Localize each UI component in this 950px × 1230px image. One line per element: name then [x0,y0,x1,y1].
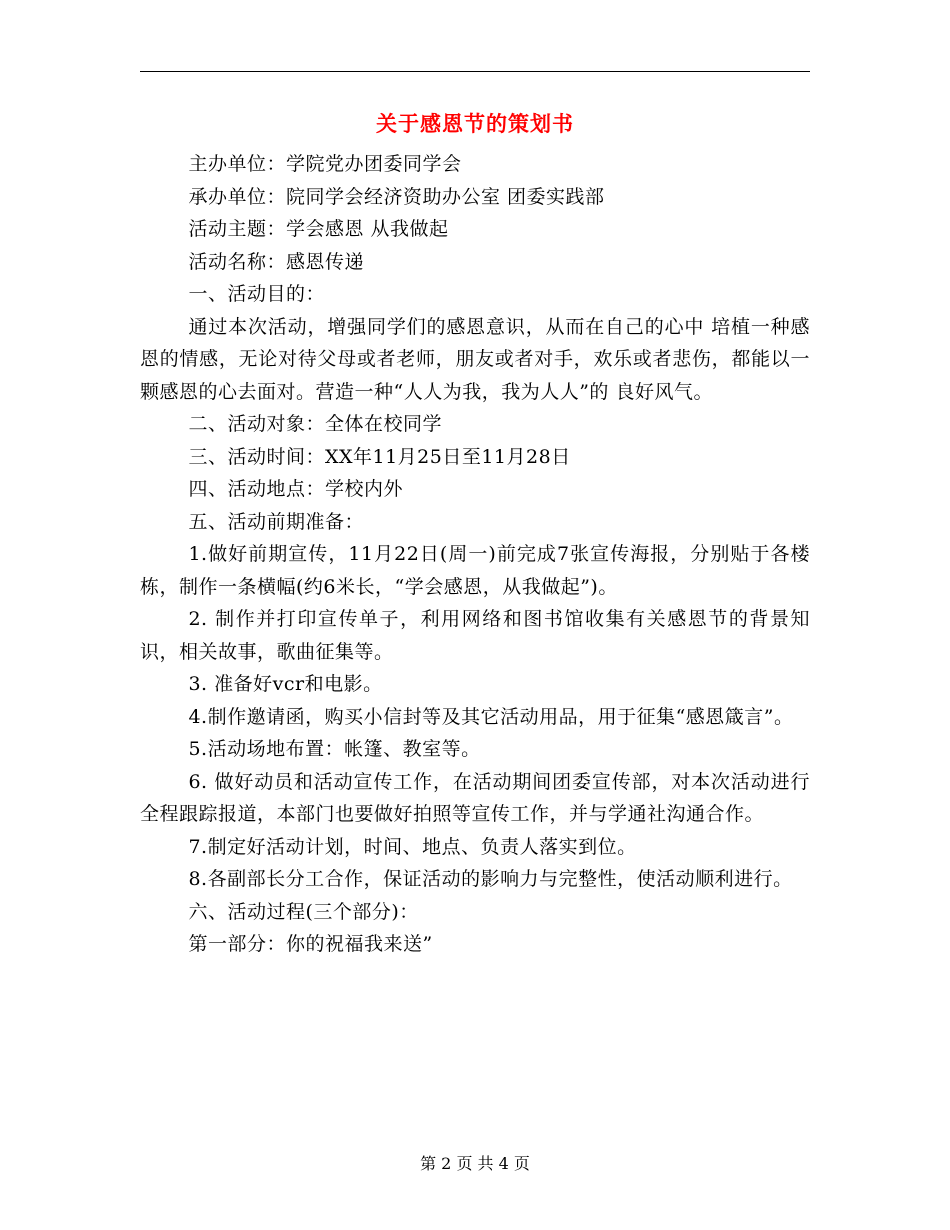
paragraph-co-organizer: 承办单位：院同学会经济资助办公室 团委实践部 [188,185,605,208]
prep-item-2: 2. 制作并打印宣传单子，利用网络和图书馆收集有关感恩节的背景知识，相关故事，歌曲征集等。 [140,608,810,663]
process-part-1: 第一部分：你的祝福我来送” [188,933,433,955]
section-heading-time: 三、活动时间：XX年11月25日至11月28日 [188,445,571,468]
document-title: 关于感恩节的策划书 [376,111,574,136]
prep-item-7: 7.制定好活动计划，时间、地点、负责人落实到位。 [188,835,637,858]
section-heading-purpose: 一、活动目的： [188,283,325,305]
prep-item-8: 8.各副部长分工合作，保证活动的影响力与完整性，使活动顺利进行。 [188,868,793,890]
section-heading-audience: 二、活动对象：全体在校同学 [188,413,442,435]
paragraph-organizer: 主办单位：学院党办团委同学会 [188,153,462,175]
prep-item-5: 5.活动场地布置：帐篷、教室等。 [188,738,481,760]
document-body [140,148,810,961]
prep-item-1: 1.做好前期宣传，11月22日(周一)前完成7张宣传海报，分别贴于各楼栋，制作一条横幅(约6米长，“学会感恩，从我做起”)。 [140,543,810,598]
paragraph-activity-name: 活动名称：感恩传递 [188,250,364,273]
section-heading-location: 四、活动地点：学校内外 [188,478,403,500]
header-rule [140,71,810,72]
prep-item-4: 4.制作邀请函，购买小信封等及其它活动用品，用于征集“感恩箴言”。 [188,705,794,728]
paragraph-theme: 活动主题：学会感恩 从我做起 [188,218,449,240]
page-footer: 第 2 页 共 4 页 [420,1154,530,1173]
section-heading-preparation: 五、活动前期准备： [188,510,364,533]
prep-item-6: 6. 做好动员和活动宣传工作，在活动期间团委宣传部，对本次活动进行全程跟踪报道，本部门也要做好拍照等宣传工作，并与学通社沟通合作。 [140,770,810,825]
prep-item-3: 3. 准备好vcr和电影。 [188,673,383,695]
paragraph-purpose: 通过本次活动，增强同学们的感恩意识，从而在自己的心中 培植一种感恩的情感，无论对待父母或者老师，朋友或者对手，欢乐或者悲伤，都能以一颗感恩的心去面对。营造一种“人人为我，我为人人”的 良好风气。 [140,315,810,403]
section-heading-process: 六、活动过程(三个部分)： [188,900,419,923]
